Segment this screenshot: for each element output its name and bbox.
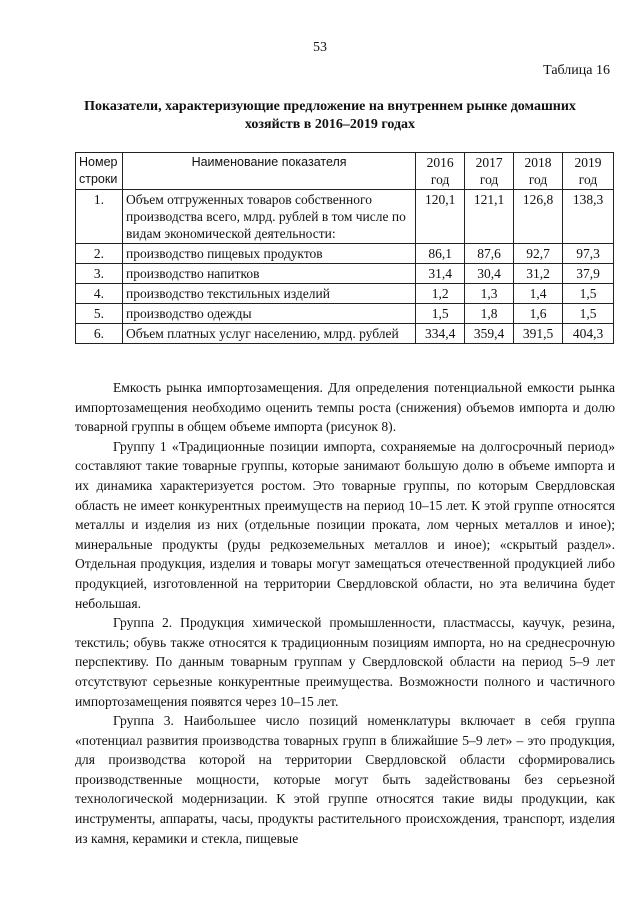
table-row (76, 324, 614, 344)
header-year-2017: 2017 год (465, 153, 514, 190)
table-row (76, 304, 614, 324)
table-label: Таблица 16 (543, 63, 610, 78)
row-number: 3. (76, 264, 123, 284)
value-2016: 120,1 (416, 190, 465, 244)
value-2019: 404,3 (563, 324, 614, 344)
row-number: 2. (76, 244, 123, 264)
value-2017: 87,6 (465, 244, 514, 264)
value-2016: 86,1 (416, 244, 465, 264)
page-number: 53 (313, 40, 327, 55)
value-2017: 359,4 (465, 324, 514, 344)
paragraph-group-3: Группа 3. Наибольшее число позиций номенклатуры включает в себя группа «потенциал развития производства товарных групп в ближайшие 5–9 лет» – это продукция, для производства которой на территории Свердловской области сформировались производственные мощности, которые могут быть задействованы без серьезной технологической модернизации. К этой группе относятся такие виды продукции, как инструменты, аппараты, часы, продукты растительного происхождения, транспорт, изделия из камня, керамики и стекла, пищевые (75, 713, 615, 846)
header-year-2018: 2018 год (514, 153, 563, 190)
table-title: Показатели, характеризующие предложение на внутреннем рынке домашних хозяйств в 2016–2019 годах (84, 99, 576, 132)
value-2018: 92,7 (514, 244, 563, 264)
header-year-2016: 2016 год (416, 153, 465, 190)
table-header-row (76, 153, 614, 190)
header-indicator-name: Наименование показателя (122, 153, 415, 190)
header-year-2019: 2019 год (563, 153, 614, 190)
value-2018: 126,8 (514, 190, 563, 244)
indicator-name: производство пищевых продуктов (122, 244, 415, 264)
table-row (76, 190, 614, 244)
indicator-name: Объем платных услуг населению, млрд. рублей (122, 324, 415, 344)
value-2018: 31,2 (514, 264, 563, 284)
paragraph-market-capacity: Емкость рынка импортозамещения. Для определения потенциальной емкости рынка импортозамещения необходимо оценить темпы роста (снижения) объемов импорта и долю товарной группы в общем объеме импорта (рисунок 8). (75, 380, 615, 435)
indicator-name: производство текстильных изделий (122, 284, 415, 304)
value-2017: 30,4 (465, 264, 514, 284)
indicator-name: производство напитков (122, 264, 415, 284)
body-text (75, 378, 615, 848)
value-2016: 1,5 (416, 304, 465, 324)
indicator-name: производство одежды (122, 304, 415, 324)
value-2019: 1,5 (563, 304, 614, 324)
paragraph-group-2: Группа 2. Продукция химической промышленности, пластмассы, каучук, резина, текстиль; обувь также относятся к традиционным позициям импорта, но на среднесрочную перспективу. По данным товарным группам у Свердловской области на период 5–9 лет отсутствуют серьезные конкурентные преимущества. Возможности полного и частичного импортозамещения появятся через 10–15 лет. (75, 615, 615, 709)
row-number: 5. (76, 304, 123, 324)
value-2017: 121,1 (465, 190, 514, 244)
value-2018: 1,6 (514, 304, 563, 324)
value-2019: 37,9 (563, 264, 614, 284)
table-row (76, 284, 614, 304)
value-2019: 138,3 (563, 190, 614, 244)
row-number: 1. (76, 190, 123, 244)
row-number: 6. (76, 324, 123, 344)
header-row-number: Номер строки (76, 153, 123, 190)
value-2018: 391,5 (514, 324, 563, 344)
indicator-name: Объем отгруженных товаров собственного производства всего, млрд. рублей в том числе по видам экономической деятельности: (122, 190, 415, 244)
value-2017: 1,8 (465, 304, 514, 324)
value-2018: 1,4 (514, 284, 563, 304)
value-2019: 97,3 (563, 244, 614, 264)
row-number: 4. (76, 284, 123, 304)
table-row (76, 244, 614, 264)
value-2017: 1,3 (465, 284, 514, 304)
value-2016: 1,2 (416, 284, 465, 304)
value-2016: 334,4 (416, 324, 465, 344)
value-2016: 31,4 (416, 264, 465, 284)
table-row (76, 264, 614, 284)
value-2019: 1,5 (563, 284, 614, 304)
paragraph-group-1: Группу 1 «Традиционные позиции импорта, сохраняемые на долгосрочный период» составляют такие товарные группы, которые занимают большую долю в объеме импорта и их динамика характеризуется ростом. Это товарные группы, по которым Свердловская область не имеет конкурентных преимуществ на период 10–15 лет. К этой группе относятся металлы и изделия из них (отдельные позиции проката, лом черных металлов и иное); минеральные продукты (руды редкоземельных металлов и иное); «скрытый раздел». Отдельная продукция, изделия и товары могут замещаться отечественной продукцией либо продукцией, изготовленной на территории Свердловской области, но эта величина будет небольшая. (75, 438, 615, 611)
indicators-table (75, 152, 614, 344)
